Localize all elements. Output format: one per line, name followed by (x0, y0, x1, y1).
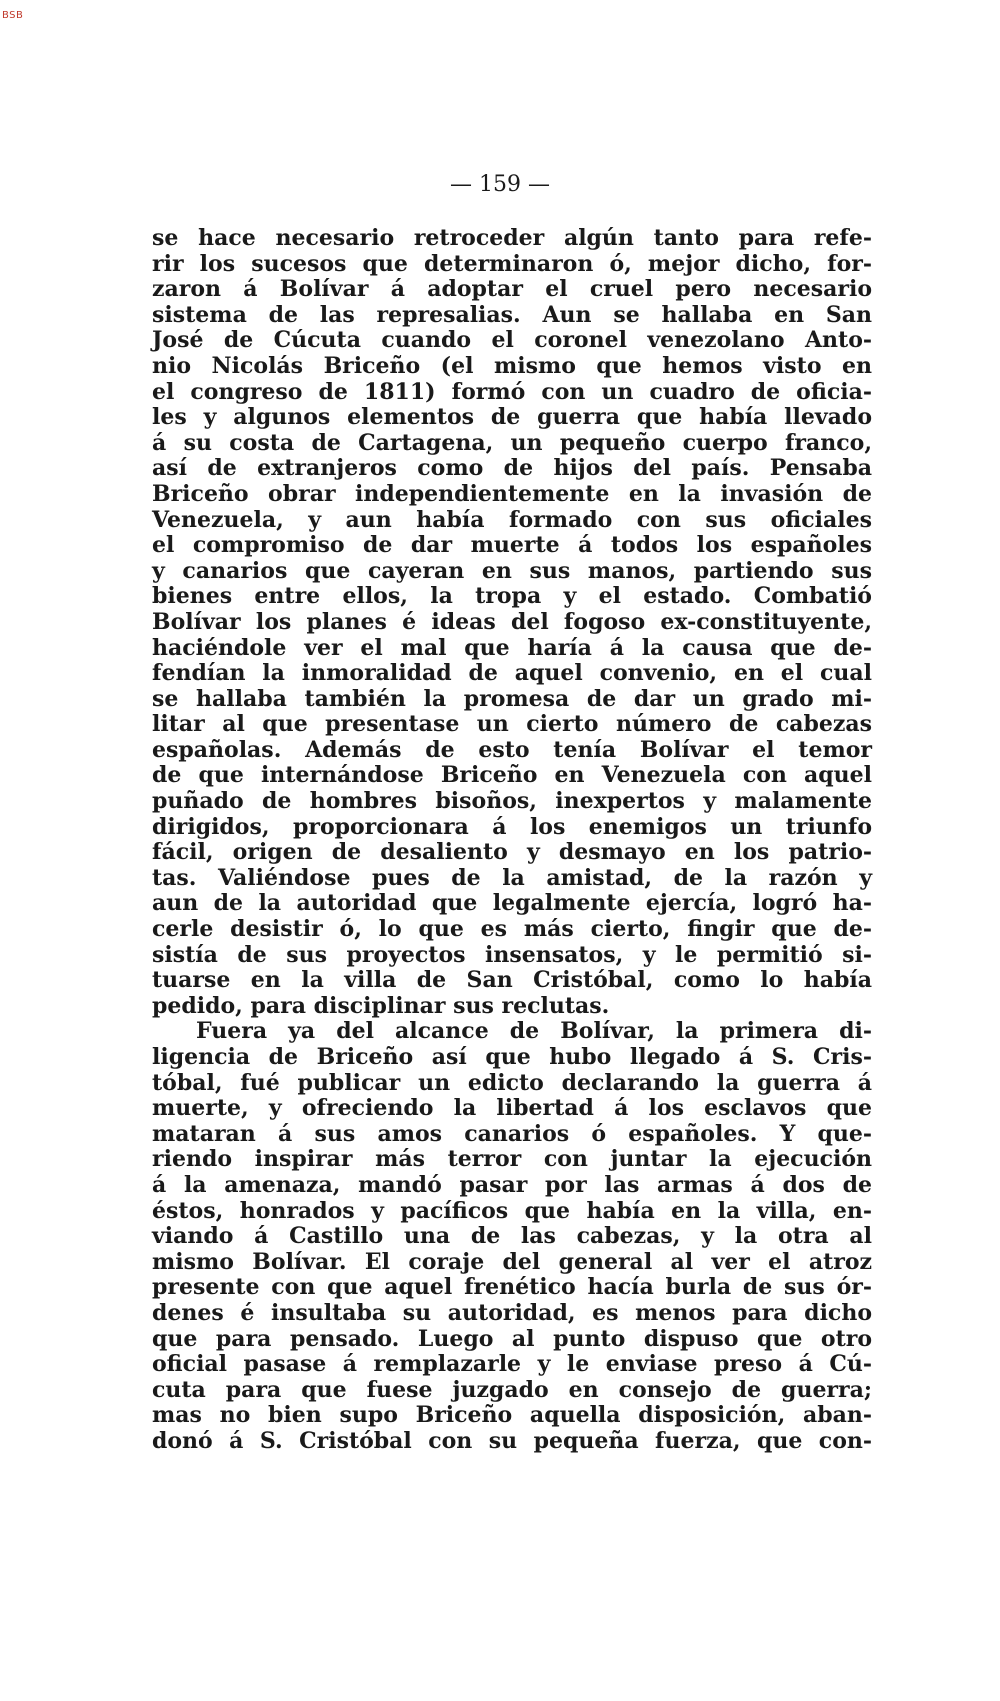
text-line: mataran á sus amos canarios ó españoles. Y que- (152, 1120, 872, 1147)
text-line: muerte, y ofreciendo la libertad á los esclavos que (152, 1095, 872, 1122)
text-line: así de extranjeros como de hijos del país. Pensaba (152, 455, 872, 482)
text-line: rir los sucesos que determinaron ó, mejor dicho, for- (152, 250, 872, 277)
text-line: tóbal, fué publicar un edicto declarando la guerra á (152, 1069, 872, 1096)
text-line: sistema de las represalias. Aun se hallaba en San (152, 301, 872, 328)
text-line: se hallaba también la promesa de dar un grado mi- (152, 685, 872, 712)
text-line: oficial pasase á remplazarle y le enviase preso á Cú- (152, 1351, 872, 1378)
text-line: tuarse en la villa de San Cristóbal, como lo había (152, 967, 872, 994)
text-line: mas no bien supo Briceño aquella disposición, aban- (152, 1402, 872, 1429)
body-text (152, 226, 872, 1455)
text-line: se hace necesario retroceder algún tanto para refe- (152, 225, 872, 251)
text-line: aun de la autoridad que legalmente ejercía, logró ha- (152, 890, 872, 917)
text-line: sistía de sus proyectos insensatos, y le permitió si- (152, 941, 872, 968)
text-line: haciéndole ver el mal que haría á la causa que de- (152, 634, 872, 661)
page-number: — 159 — (450, 172, 550, 197)
text-line: españolas. Además de esto tenía Bolívar el temor (152, 736, 872, 763)
text-line: cerle desistir ó, lo que es más cierto, fingir que de- (152, 916, 872, 943)
text-line: viando á Castillo una de las cabezas, y la otra al (152, 1223, 872, 1250)
text-line: el compromiso de dar muerte á todos los españoles (152, 532, 872, 559)
text-line: bienes entre ellos, la tropa y el estado. Combatió (152, 583, 872, 610)
text-line: les y algunos elementos de guerra que había llevado (152, 404, 872, 431)
text-line: presente con que aquel frenético hacía burla de sus ór- (152, 1274, 872, 1301)
text-line: dirigidos, proporcionara á los enemigos un triunfo (152, 813, 872, 840)
text-line: á la amenaza, mandó pasar por las armas á dos de (152, 1171, 872, 1198)
text-line: éstos, honrados y pacíficos que había en la villa, en- (152, 1197, 872, 1224)
text-line: Briceño obrar independientemente en la invasión de (152, 480, 872, 507)
library-watermark: BSB (2, 10, 24, 21)
text-line: Bolívar los planes é ideas del fogoso ex-constituyente, (152, 608, 872, 635)
text-line: mismo Bolívar. El coraje del general al ver el atroz (152, 1248, 872, 1275)
text-line: de que internándose Briceño en Venezuela con aquel (152, 762, 872, 789)
text-line: á su costa de Cartagena, un pequeño cuerpo franco, (152, 429, 872, 456)
text-line: pedido, para disciplinar sus reclutas. (152, 992, 610, 1019)
text-line: Fuera ya del alcance de Bolívar, la primera di- (196, 1018, 872, 1045)
text-line: nio Nicolás Briceño (el mismo que hemos visto en (152, 352, 872, 379)
text-line: tas. Valiéndose pues de la amistad, de la razón y (152, 864, 872, 891)
text-line: el congreso de 1811) formó con un cuadro de oficia- (152, 378, 872, 405)
text-line: Venezuela, y aun había formado con sus oficiales (152, 506, 872, 533)
text-line: donó á S. Cristóbal con su pequeña fuerza, que con- (152, 1427, 872, 1454)
text-line: fácil, origen de desaliento y desmayo en los patrio- (152, 839, 872, 866)
text-line: que para pensado. Luego al punto dispuso que otro (152, 1325, 872, 1352)
text-line: José de Cúcuta cuando el coronel venezolano Anto- (152, 327, 872, 354)
text-line: litar al que presentase un cierto número de cabezas (152, 711, 872, 738)
text-line: zaron á Bolívar á adoptar el cruel pero necesario (152, 276, 872, 303)
text-line: riendo inspirar más terror con juntar la ejecución (152, 1146, 872, 1173)
text-line: cuta para que fuese juzgado en consejo de guerra; (152, 1376, 872, 1403)
text-line: puñado de hombres bisoños, inexpertos y malamente (152, 788, 872, 815)
text-line: y canarios que cayeran en sus manos, partiendo sus (152, 557, 872, 584)
text-line: denes é insultaba su autoridad, es menos para dicho (152, 1299, 872, 1326)
text-line: ligencia de Briceño así que hubo llegado á S. Cris- (152, 1044, 872, 1070)
text-line: fendían la inmoralidad de aquel convenio, en el cual (152, 660, 872, 687)
